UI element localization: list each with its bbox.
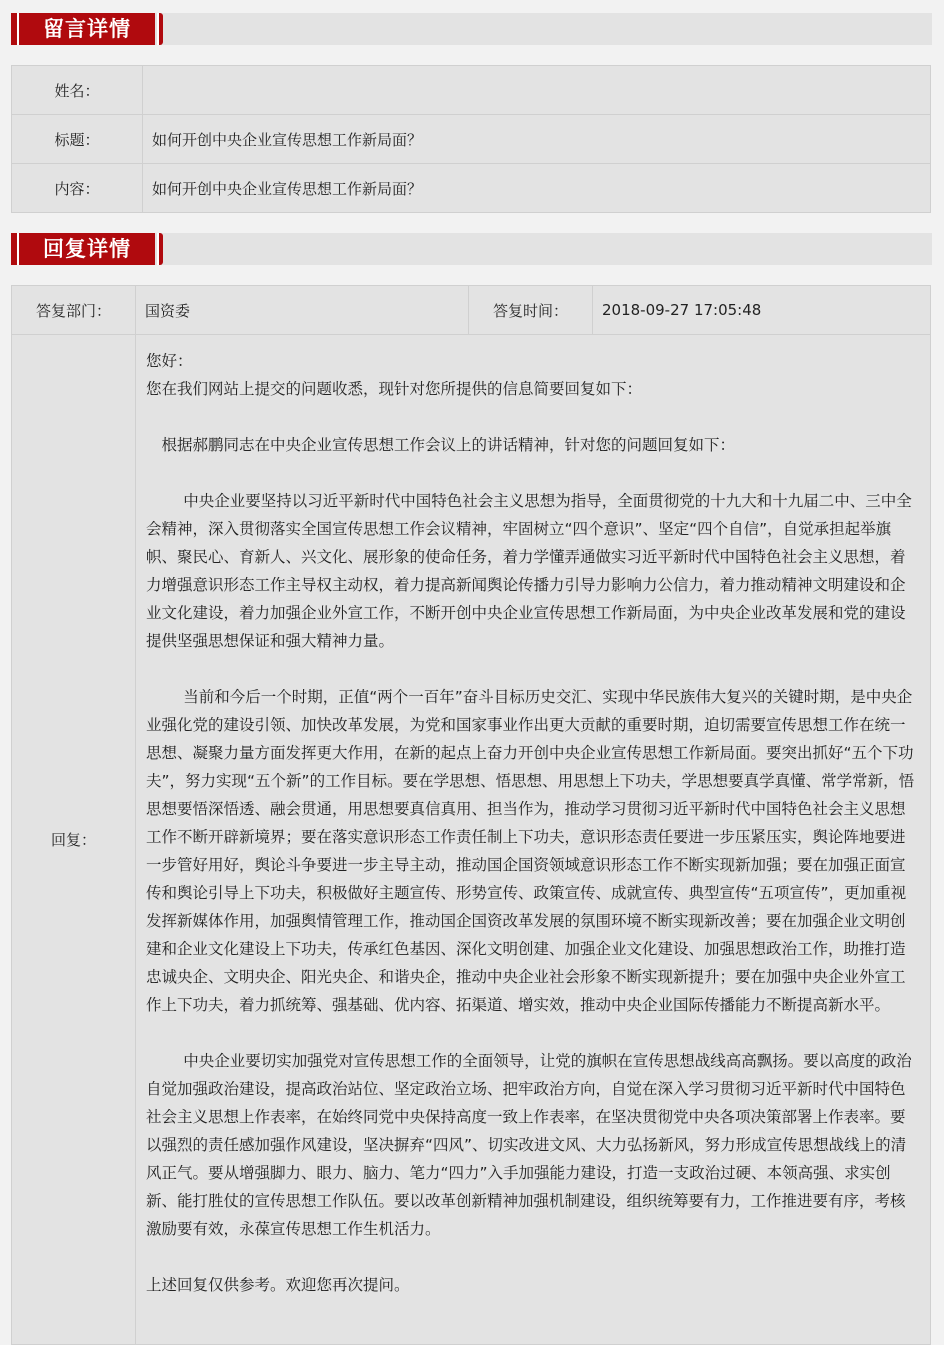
reply-paragraph: 中央企业要切实加强党对宣传思想工作的全面领导，让党的旗帜在宣传思想战线高高飘扬。要以高度的政治自觉加强政治建设，提高政治站位、坚定政治立场、把牢政治方向，自觉在深入学习贯彻习近平新时代中国特色社会主义思想上作表率，在始终同党中央保持高度一致上作表率，在坚决贯彻党中央各项决策部署上作表率。要以强烈的责任感加强作风建设，坚决摒弃“四风”、切实改进文风、大力弘扬新风，努力形成宣传思想战线上的清风正气。要从增强脚力、眼力、脑力、笔力“四力”入手加强能力建设，打造一支政治过硬、本领高强、求实创新、能打胜仗的宣传思想工作队伍。要以改革创新精神加强机制建设，组织统筹要有力，工作推进要有序，考核激励要有效，永葆宣传思想工作生机活力。 (146, 1052, 912, 1238)
reply-paragraph: 中央企业要坚持以习近平新时代中国特色社会主义思想为指导，全面贯彻党的十九大和十九届二中、三中全会精神，深入贯彻落实全国宣传思想工作会议精神，牢固树立“四个意识”、坚定“四个自信”，自觉承担起举旗帜、聚民心、育新人、兴文化、展形象的使命任务，着力学懂弄通做实习近平新时代中国特色社会主义思想，着力增强意识形态工作主导权主动权，着力提高新闻舆论传播力引导力影响力公信力，着力推动精神文明建设和企业文化建设，着力加强企业外宣工作，不断开创中央企业宣传思想工作新局面，为中央企业改革发展和党的建设提供坚强思想保证和强大精神力量。 (146, 492, 912, 650)
message-section-header (11, 13, 932, 45)
content-value: 如何开创中央企业宣传思想工作新局面？ (143, 164, 931, 213)
message-detail-table (11, 65, 931, 213)
table-row (12, 335, 931, 1345)
reply-greeting: 您好： (146, 352, 193, 370)
table-row (12, 66, 931, 115)
time-label: 答复时间： (469, 286, 593, 335)
section-tab (11, 13, 155, 45)
content-label: 内容： (12, 164, 143, 213)
table-row (12, 115, 931, 164)
time-value: 2018-09-27 17:05:48 (593, 286, 931, 335)
reply-intro: 您在我们网站上提交的问题收悉，现针对您所提供的信息简要回复如下： (146, 380, 643, 398)
name-value (143, 66, 931, 115)
reply-section-header (11, 233, 932, 265)
reply-paragraph: 当前和今后一个时期，正值“两个一百年”奋斗目标历史交汇、实现中华民族伟大复兴的关键时期，是中央企业强化党的建设引领、加快改革发展，为党和国家事业作出更大贡献的重要时期，迫切需要宣传思想工作在统一思想、凝聚力量方面发挥更大作用，在新的起点上奋力开创中央企业宣传思想工作新局面。要突出抓好“五个下功夫”，努力实现“五个新”的工作目标。要在学思想、悟思想、用思想上下功夫，学思想要真学真懂、常学常新，悟思想要悟深悟透、融会贯通，用思想要真信真用、担当作为，推动学习贯彻习近平新时代中国特色社会主义思想工作不断开辟新境界；要在落实意识形态工作责任制上下功夫，意识形态责任要进一步压紧压实，舆论阵地要进一步管好用好，舆论斗争要进一步主导主动，推动国企国资领域意识形态工作不断实现新加强；要在加强正面宣传和舆论引导上下功夫，积极做好主题宣传、形势宣传、政策宣传、成就宣传、典型宣传“五项宣传”，更加重视发挥新媒体作用，加强舆情管理工作，推动国企国资改革发展的氛围环境不断实现新改善；要在加强企业文明创建和企业文化建设上下功夫，传承红色基因、深化文明创建、加强企业文化建设、加强思想政治工作，助推打造忠诚央企、文明央企、阳光央企、和谐央企，推动中央企业社会形象不断实现新提升；要在加强中央企业外宣工作上下功夫，着力抓统筹、强基础、优内容、拓渠道、增实效，推动中央企业国际传播能力不断提高新水平。 (146, 688, 915, 1014)
subject-value: 如何开创中央企业宣传思想工作新局面？ (143, 115, 931, 164)
name-label: 姓名： (12, 66, 143, 115)
reply-lead: 根据郝鹏同志在中央企业宣传思想工作会议上的讲话精神，针对您的问题回复如下： (161, 436, 736, 454)
reply-content (136, 335, 931, 1345)
reply-label: 回复： (12, 335, 136, 1345)
table-row (12, 164, 931, 213)
reply-closing: 上述回复仅供参考。欢迎您再次提问。 (146, 1276, 410, 1294)
section-title: 回复详情 (43, 237, 131, 261)
section-tab (11, 233, 155, 265)
dept-label: 答复部门： (12, 286, 136, 335)
table-row (12, 286, 931, 335)
section-title: 留言详情 (43, 17, 131, 41)
reply-detail-table (11, 285, 931, 1345)
subject-label: 标题： (12, 115, 143, 164)
dept-value: 国资委 (136, 286, 469, 335)
